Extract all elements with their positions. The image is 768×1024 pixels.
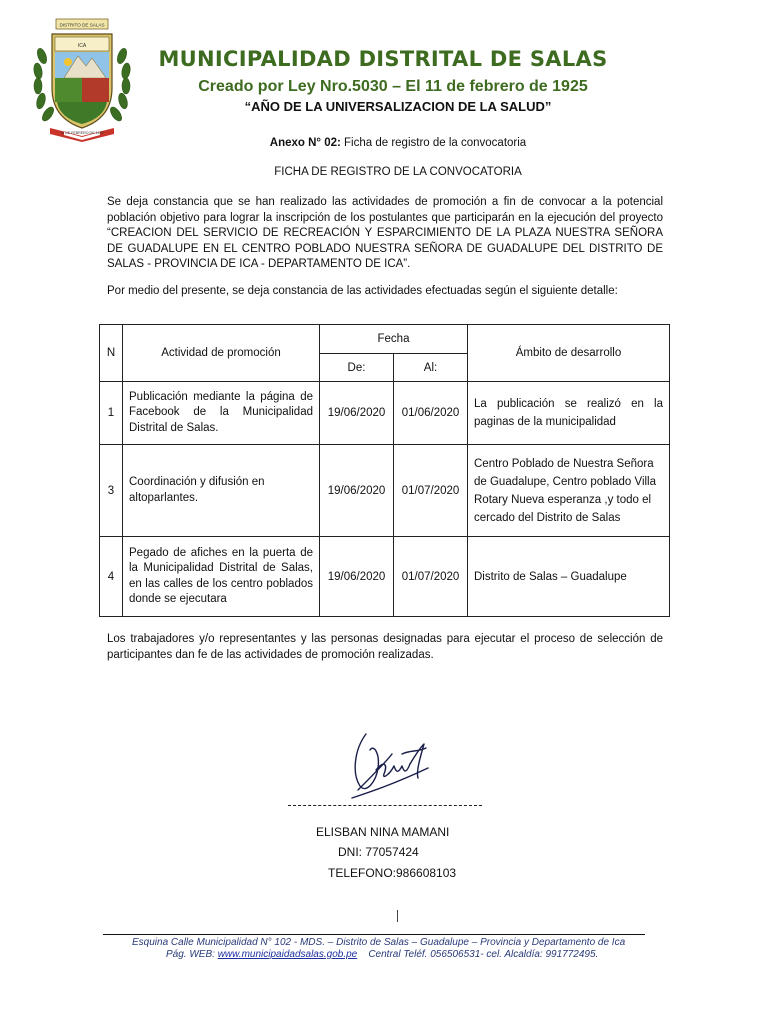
text-cursor-mark (397, 910, 398, 922)
signer-dni: DNI: 77057424 (338, 845, 419, 859)
header-activity: Actividad de promoción (123, 325, 320, 382)
header-to: Al: (394, 354, 468, 382)
row-number: 4 (100, 537, 123, 617)
row-scope: Centro Poblado de Nuestra Señora de Guadalupe, Centro poblado Villa Rotary Nueva esperanza ,y todo el cercado del Distrito de Salas (468, 445, 670, 537)
detail-paragraph: Por medio del presente, se deja constancia de las actividades efectuadas según el siguiente detalle: (107, 285, 618, 297)
signer-name: ELISBAN NINA MAMANI (316, 825, 450, 839)
closing-paragraph: Los trabajadores y/o representantes y las personas designadas para ejecutar el proceso de selección de participantes dan fe de las actividades de promoción realizadas. (107, 633, 663, 661)
footer-divider (103, 934, 645, 935)
table-row (100, 382, 670, 445)
row-activity: Pegado de afiches en la puerta de la Municipalidad Distrital de Salas, en las calles de los centro poblados donde se ejecutara (123, 537, 320, 617)
intro-paragraph: Se deja constancia que se han realizado las actividades de promoción a fin de convocar a la potencial población objetivo para lograr la inscripción de los postulantes que participarán en la ejecución del proyecto “CREACION DEL SERVICIO DE RECREACIÓN Y ESPARCIMIENTO DE LA PLAZA NUESTRA SEÑORA DE GUADALUPE EN EL CENTRO POBLADO NUESTRA SEÑORA DE GUADALUPE DEL DISTRITO DE SALAS - PROVINCIA DE ICA - DEPARTAMENTO DE ICA”. (107, 196, 663, 270)
row-date-from: 19/06/2020 (320, 445, 394, 537)
annex-heading (107, 137, 689, 149)
logo-region-text: ICA (77, 43, 87, 49)
handwritten-signature (340, 724, 450, 808)
form-title: FICHA DE REGISTRO DE LA CONVOCATORIA (274, 166, 522, 178)
footer-web-label: Pág. WEB: (166, 949, 218, 960)
signature-line (288, 805, 482, 806)
header-from: De: (320, 354, 394, 382)
annex-label: Anexo N° 02: (269, 137, 341, 149)
promotion-activities-table (99, 324, 670, 617)
table-row (100, 445, 670, 537)
table-row (100, 537, 670, 617)
row-date-to: 01/07/2020 (394, 537, 468, 617)
year-motto: “AÑO DE LA UNIVERSALIZACION DE LA SALUD” (244, 99, 552, 114)
row-number: 1 (100, 382, 123, 445)
row-activity: Coordinación y difusión en altoparlantes. (123, 445, 320, 537)
row-date-to: 01/06/2020 (394, 382, 468, 445)
row-scope: La publicación se realizó en la paginas de la municipalidad (468, 382, 670, 445)
footer-phones: Central Teléf. 056506531- cel. Alcaldía: 991772495. (357, 949, 599, 960)
row-number: 3 (100, 445, 123, 537)
row-date-from: 19/06/2020 (320, 537, 394, 617)
table-header-row (100, 325, 670, 354)
logo-ribbon-text: 11 DE FEBRERO DE 1925 (60, 131, 104, 135)
footer-web-link[interactable]: www.municipaidadsalas.gob.pe (217, 949, 358, 960)
organization-subtitle: Creado por Ley Nro.5030 – El 11 de febrero de 1925 (198, 78, 588, 95)
organization-title: MUNICIPALIDAD DISTRITAL DE SALAS (158, 47, 608, 71)
header-date: Fecha (320, 325, 468, 354)
row-activity: Publicación mediante la página de Facebook de la Municipalidad Distrital de Salas. (123, 382, 320, 445)
header-scope: Ámbito de desarrollo (468, 325, 670, 382)
footer-contact (166, 949, 598, 960)
header-n: N (100, 325, 123, 382)
annex-text: Ficha de registro de la convocatoria (340, 137, 527, 149)
row-date-to: 01/07/2020 (394, 445, 468, 537)
row-date-from: 19/06/2020 (320, 382, 394, 445)
municipality-coat-of-arms-logo (30, 16, 134, 146)
logo-banner-text: DISTRITO DE SALAS (59, 22, 105, 28)
signer-phone: TELEFONO:986608103 (328, 866, 457, 880)
row-scope: Distrito de Salas – Guadalupe (468, 537, 670, 617)
footer-address: Esquina Calle Municipalidad N° 102 - MDS. – Distrito de Salas – Guadalupe – Provincia y Departamento de Ica (132, 937, 626, 948)
